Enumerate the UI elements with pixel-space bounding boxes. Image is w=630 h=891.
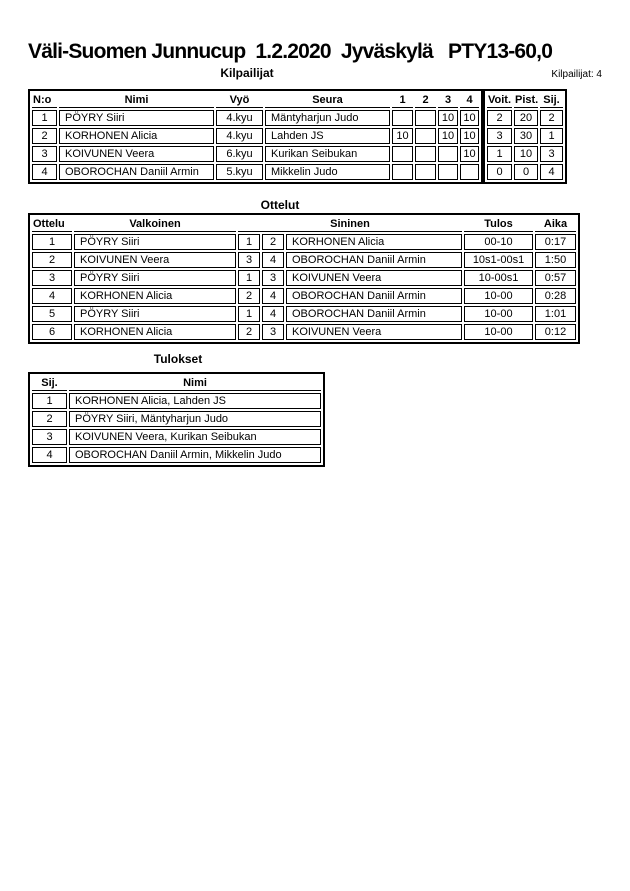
table-row [32, 324, 576, 340]
col-header-nimi: Nimi [69, 376, 321, 391]
cell-tulos: 10s1-00s1 [464, 252, 533, 268]
col-header-4: 4 [460, 93, 479, 108]
cell-sininen: OBOROCHAN Daniil Armin [286, 288, 462, 304]
cell-aika: 0:28 [535, 288, 576, 304]
cell-sininen: KORHONEN Alicia [286, 234, 462, 250]
col-header-valkoinen: Valkoinen [74, 217, 236, 232]
table-row [32, 270, 576, 286]
cell-sij: 4 [32, 447, 67, 463]
cell-aika: 1:50 [535, 252, 576, 268]
cell-nimi: KORHONEN Alicia, Lahden JS [69, 393, 321, 409]
cell-r1 [392, 164, 413, 180]
table-kilpailijat [28, 89, 483, 184]
cell-r4: 10 [460, 128, 479, 144]
cell-aika: 1:01 [535, 306, 576, 322]
cell-sij: 1 [540, 128, 563, 144]
matches-section [28, 213, 580, 344]
cell-sininen: KOIVUNEN Veera [286, 270, 462, 286]
table-row [32, 164, 479, 180]
cell-vyo: 5.kyu [216, 164, 263, 180]
cell-voit: 0 [487, 164, 512, 180]
table-row [32, 429, 321, 445]
cell-match-no: 5 [32, 306, 72, 322]
col-header-aika: Aika [535, 217, 576, 232]
cell-seura: Mäntyharjun Judo [265, 110, 390, 126]
section-label-ottelut: Ottelut [260, 198, 300, 212]
cell-pist: 20 [514, 110, 538, 126]
col-header-voit: Voit. [488, 94, 512, 106]
cell-tulos: 10-00 [464, 324, 533, 340]
cell-sij: 3 [32, 429, 67, 445]
cell-valkoinen: PÖYRY Siiri [74, 306, 236, 322]
table-row [32, 146, 479, 162]
cell-voit: 2 [487, 110, 512, 126]
cell-valkoinen: KOIVUNEN Veera [74, 252, 236, 268]
cell-seura: Kurikan Seibukan [265, 146, 390, 162]
cell-white-no: 1 [238, 306, 260, 322]
cell-no: 4 [32, 164, 57, 180]
cell-white-no: 1 [238, 234, 260, 250]
col-header-sininen: Sininen [238, 217, 462, 232]
cell-match-no: 3 [32, 270, 72, 286]
cell-aika: 0:17 [535, 234, 576, 250]
col-header-seura: Seura [265, 93, 390, 108]
cell-aika: 0:57 [535, 270, 576, 286]
cell-blue-no: 3 [262, 270, 284, 286]
col-header-sij: Sij. [540, 93, 563, 108]
table-row [32, 447, 321, 463]
cell-white-no: 3 [238, 252, 260, 268]
table-row [32, 306, 576, 322]
col-header-2: 2 [415, 93, 436, 108]
table-row [32, 110, 479, 126]
cell-seura: Mikkelin Judo [265, 164, 390, 180]
cell-match-no: 2 [32, 252, 72, 268]
col-header-sij: Sij. [32, 376, 67, 391]
table-row [487, 110, 563, 126]
cell-match-no: 4 [32, 288, 72, 304]
table-row [32, 252, 576, 268]
cell-no: 2 [32, 128, 57, 144]
cell-r1: 10 [392, 128, 413, 144]
cell-nimi: PÖYRY Siiri [59, 110, 214, 126]
cell-r4: 10 [460, 110, 479, 126]
col-header-nimi: Nimi [59, 93, 214, 108]
results-section [28, 372, 325, 467]
cell-r3 [438, 164, 458, 180]
table-row [487, 128, 563, 144]
table-header-row [32, 376, 321, 391]
cell-r2 [415, 164, 436, 180]
cell-tulos: 00-10 [464, 234, 533, 250]
cell-blue-no: 4 [262, 252, 284, 268]
table-row [32, 128, 479, 144]
cell-pist: 10 [514, 146, 538, 162]
cell-blue-no: 4 [262, 306, 284, 322]
table-row [32, 393, 321, 409]
cell-vyo: 6.kyu [216, 146, 263, 162]
col-header-ottelu: Ottelu [32, 217, 72, 232]
cell-nimi: OBOROCHAN Daniil Armin [59, 164, 214, 180]
cell-r1 [392, 110, 413, 126]
cell-nimi: KORHONEN Alicia [59, 128, 214, 144]
cell-pist: 30 [514, 128, 538, 144]
cell-tulos: 10-00 [464, 288, 533, 304]
cell-aika: 0:12 [535, 324, 576, 340]
cell-no: 1 [32, 110, 57, 126]
cell-match-no: 6 [32, 324, 72, 340]
cell-sininen: OBOROCHAN Daniil Armin [286, 252, 462, 268]
cell-voit: 3 [487, 128, 512, 144]
table-ottelut [28, 213, 580, 344]
cell-r3: 10 [438, 128, 458, 144]
section-label-kilpailijat: Kilpailijat [220, 66, 274, 80]
cell-vyo: 4.kyu [216, 128, 263, 144]
cell-r4 [460, 164, 479, 180]
cell-white-no: 2 [238, 324, 260, 340]
cell-blue-no: 2 [262, 234, 284, 250]
cell-valkoinen: KORHONEN Alicia [74, 324, 236, 340]
table-row [487, 146, 563, 162]
cell-nimi: PÖYRY Siiri, Mäntyharjun Judo [69, 411, 321, 427]
cell-blue-no: 3 [262, 324, 284, 340]
table-row [32, 234, 576, 250]
cell-tulos: 10-00 [464, 306, 533, 322]
cell-r2 [415, 128, 436, 144]
col-header-1: 1 [392, 93, 413, 108]
cell-valkoinen: PÖYRY Siiri [74, 234, 236, 250]
cell-r3 [438, 146, 458, 162]
cell-r2 [415, 146, 436, 162]
page-title: Väli-Suomen Junnucup 1.2.2020 Jyväskylä PTY13-60,0 [28, 40, 553, 63]
competitors-section [28, 89, 567, 184]
col-header-pist: Pist. [515, 94, 538, 106]
cell-nimi: OBOROCHAN Daniil Armin, Mikkelin Judo [69, 447, 321, 463]
table-row [32, 288, 576, 304]
col-header-no: N:o [32, 93, 57, 108]
cell-sij: 4 [540, 164, 563, 180]
table-row [487, 164, 563, 180]
cell-sininen: KOIVUNEN Veera [286, 324, 462, 340]
cell-r2 [415, 110, 436, 126]
table-header-row [487, 93, 563, 108]
cell-vyo: 4.kyu [216, 110, 263, 126]
cell-blue-no: 4 [262, 288, 284, 304]
cell-sij: 2 [32, 411, 67, 427]
cell-r4: 10 [460, 146, 479, 162]
cell-voit: 1 [487, 146, 512, 162]
table-header-row [32, 217, 576, 232]
cell-white-no: 2 [238, 288, 260, 304]
table-header-row [32, 93, 479, 108]
cell-nimi: KOIVUNEN Veera [59, 146, 214, 162]
col-header-vyo: Vyö [216, 93, 263, 108]
cell-valkoinen: PÖYRY Siiri [74, 270, 236, 286]
col-header-3: 3 [438, 93, 458, 108]
cell-white-no: 1 [238, 270, 260, 286]
cell-sij: 2 [540, 110, 563, 126]
cell-no: 3 [32, 146, 57, 162]
section-label-tulokset: Tulokset [153, 352, 203, 366]
cell-r3: 10 [438, 110, 458, 126]
table-tulokset [28, 372, 325, 467]
cell-sij: 1 [32, 393, 67, 409]
cell-sij: 3 [540, 146, 563, 162]
cell-pist: 0 [514, 164, 538, 180]
cell-seura: Lahden JS [265, 128, 390, 144]
cell-match-no: 1 [32, 234, 72, 250]
cell-tulos: 10-00s1 [464, 270, 533, 286]
table-row [32, 411, 321, 427]
col-header-tulos: Tulos [464, 217, 533, 232]
cell-valkoinen: KORHONEN Alicia [74, 288, 236, 304]
cell-sininen: OBOROCHAN Daniil Armin [286, 306, 462, 322]
cell-r1 [392, 146, 413, 162]
table-kilpailijat-scores [483, 89, 567, 184]
cell-nimi: KOIVUNEN Veera, Kurikan Seibukan [69, 429, 321, 445]
competitors-count: Kilpailijat: 4 [551, 69, 602, 80]
